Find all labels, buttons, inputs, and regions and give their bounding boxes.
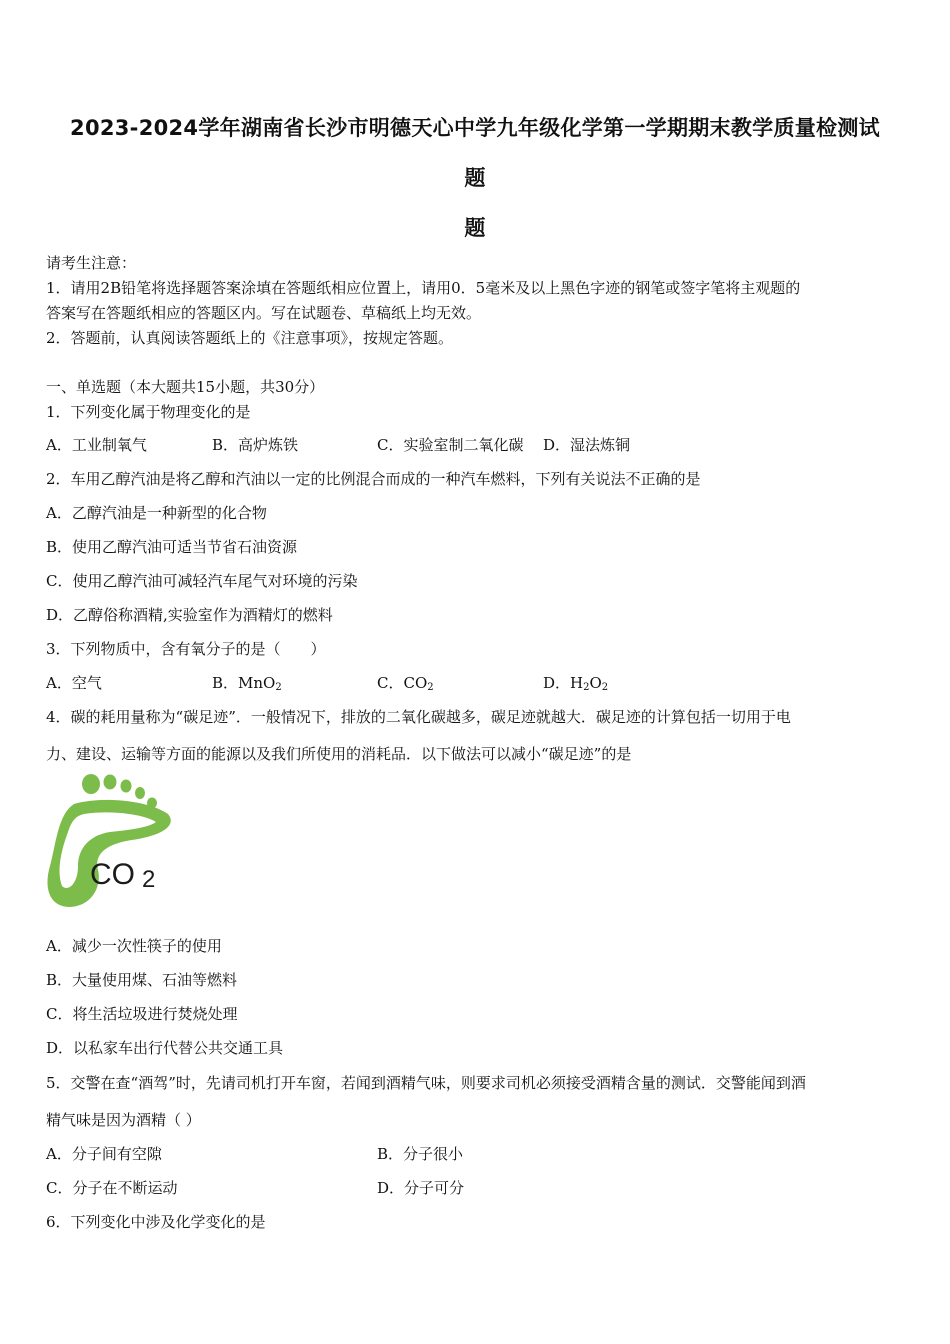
question-4-option-c: C．将生活垃圾进行焚烧处理 bbox=[46, 1005, 238, 1023]
subscript: 2 bbox=[275, 682, 282, 693]
question-5-option-a: A．分子间有空隙 bbox=[46, 1145, 162, 1163]
question-3-option-a: A．空气 bbox=[46, 674, 102, 692]
option-d-formula-part: O bbox=[589, 674, 602, 692]
question-4-option-a: A．减少一次性筷子的使用 bbox=[46, 937, 222, 955]
question-4-option-d: D．以私家车出行代替公共交通工具 bbox=[46, 1039, 284, 1057]
question-1-option-b: B．高炉炼铁 bbox=[212, 436, 299, 454]
question-1-stem: 1．下列变化属于物理变化的是 bbox=[46, 403, 251, 421]
page-title: 2023-2024学年湖南省长沙市明德天心中学九年级化学第一学期期末教学质量检测试 bbox=[70, 116, 880, 140]
subscript: 2 bbox=[601, 682, 609, 693]
logo-co-label: CO bbox=[90, 858, 135, 891]
question-1-option-a: A．工业制氧气 bbox=[46, 436, 147, 454]
question-5-option-d: D．分子可分 bbox=[377, 1179, 465, 1197]
logo-subscript-label: 2 bbox=[142, 866, 156, 893]
section-heading: 一、单选题（本大题共15小题，共30分） bbox=[46, 378, 325, 396]
notice-heading: 请考生注意： bbox=[46, 254, 137, 272]
question-4-stem: 4．碳的耗用量称为“碳足迹”．一般情况下，排放的二氧化碳越多，碳足迹就越大．碳足迹的计算包括一切用于电 bbox=[46, 708, 791, 726]
question-5-option-b: B．分子很小 bbox=[377, 1145, 464, 1163]
subscript: 2 bbox=[427, 682, 434, 693]
question-2-option-b: B．使用乙醇汽油可适当节省石油资源 bbox=[46, 538, 298, 556]
notice-item-1-continued: 答案写在答题纸相应的答题区内。写在试题卷、草稿纸上均无效。 bbox=[46, 304, 482, 322]
question-5-stem: 5．交警在查“酒驾”时，先请司机打开车窗，若闻到酒精气味，则要求司机必须接受酒精含量的测试．交警能闻到酒 bbox=[46, 1074, 806, 1092]
question-3-stem: 3．下列物质中，含有氧分子的是（ ） bbox=[46, 640, 326, 658]
question-2-stem: 2．车用乙醇汽油是将乙醇和汽油以一定的比例混合而成的一种汽车燃料，下列有关说法不正确的是 bbox=[46, 470, 701, 488]
question-3-option-b bbox=[212, 672, 282, 693]
option-b-formula: B．MnO bbox=[212, 674, 276, 692]
toe-1 bbox=[82, 774, 100, 794]
question-3-option-d bbox=[543, 672, 608, 693]
question-4-stem-continued: 力、建设、运输等方面的能源以及我们所使用的消耗品．以下做法可以减小“碳足迹”的是 bbox=[46, 745, 632, 763]
notice-item-1: 1．请用2B铅笔将选择题答案涂填在答题纸相应位置上，请用0．5毫米及以上黑色字迹的钢笔或签字笔将主观题的 bbox=[46, 279, 801, 297]
page-title-continued: 题 bbox=[464, 166, 486, 190]
question-4-option-b: B．大量使用煤、石油等燃料 bbox=[46, 971, 238, 989]
question-3-option-c bbox=[377, 672, 434, 693]
option-c-formula: C．CO bbox=[377, 674, 428, 692]
question-2-option-c: C．使用乙醇汽油可减轻汽车尾气对环境的污染 bbox=[46, 572, 358, 590]
toe-4 bbox=[135, 787, 145, 799]
question-1-option-c: C．实验室制二氧化碳 bbox=[377, 436, 524, 454]
option-d-formula: D．H bbox=[543, 674, 584, 692]
question-6-stem: 6．下列变化中涉及化学变化的是 bbox=[46, 1213, 266, 1231]
page-subtitle: 题 bbox=[464, 216, 486, 240]
toe-2 bbox=[104, 775, 117, 790]
notice-item-2: 2．答题前，认真阅读答题纸上的《注意事项》，按规定答题。 bbox=[46, 329, 454, 347]
question-1-option-d: D．湿法炼铜 bbox=[543, 436, 631, 454]
question-5-option-c: C．分子在不断运动 bbox=[46, 1179, 178, 1197]
toe-3 bbox=[121, 780, 132, 793]
question-5-stem-continued: 精气味是因为酒精（ ） bbox=[46, 1111, 201, 1129]
carbon-footprint-logo bbox=[44, 770, 176, 910]
subscript: 2 bbox=[583, 682, 590, 693]
question-2-option-d: D．乙醇俗称酒精,实验室作为酒精灯的燃料 bbox=[46, 606, 333, 624]
question-2-option-a: A．乙醇汽油是一种新型的化合物 bbox=[46, 504, 267, 522]
